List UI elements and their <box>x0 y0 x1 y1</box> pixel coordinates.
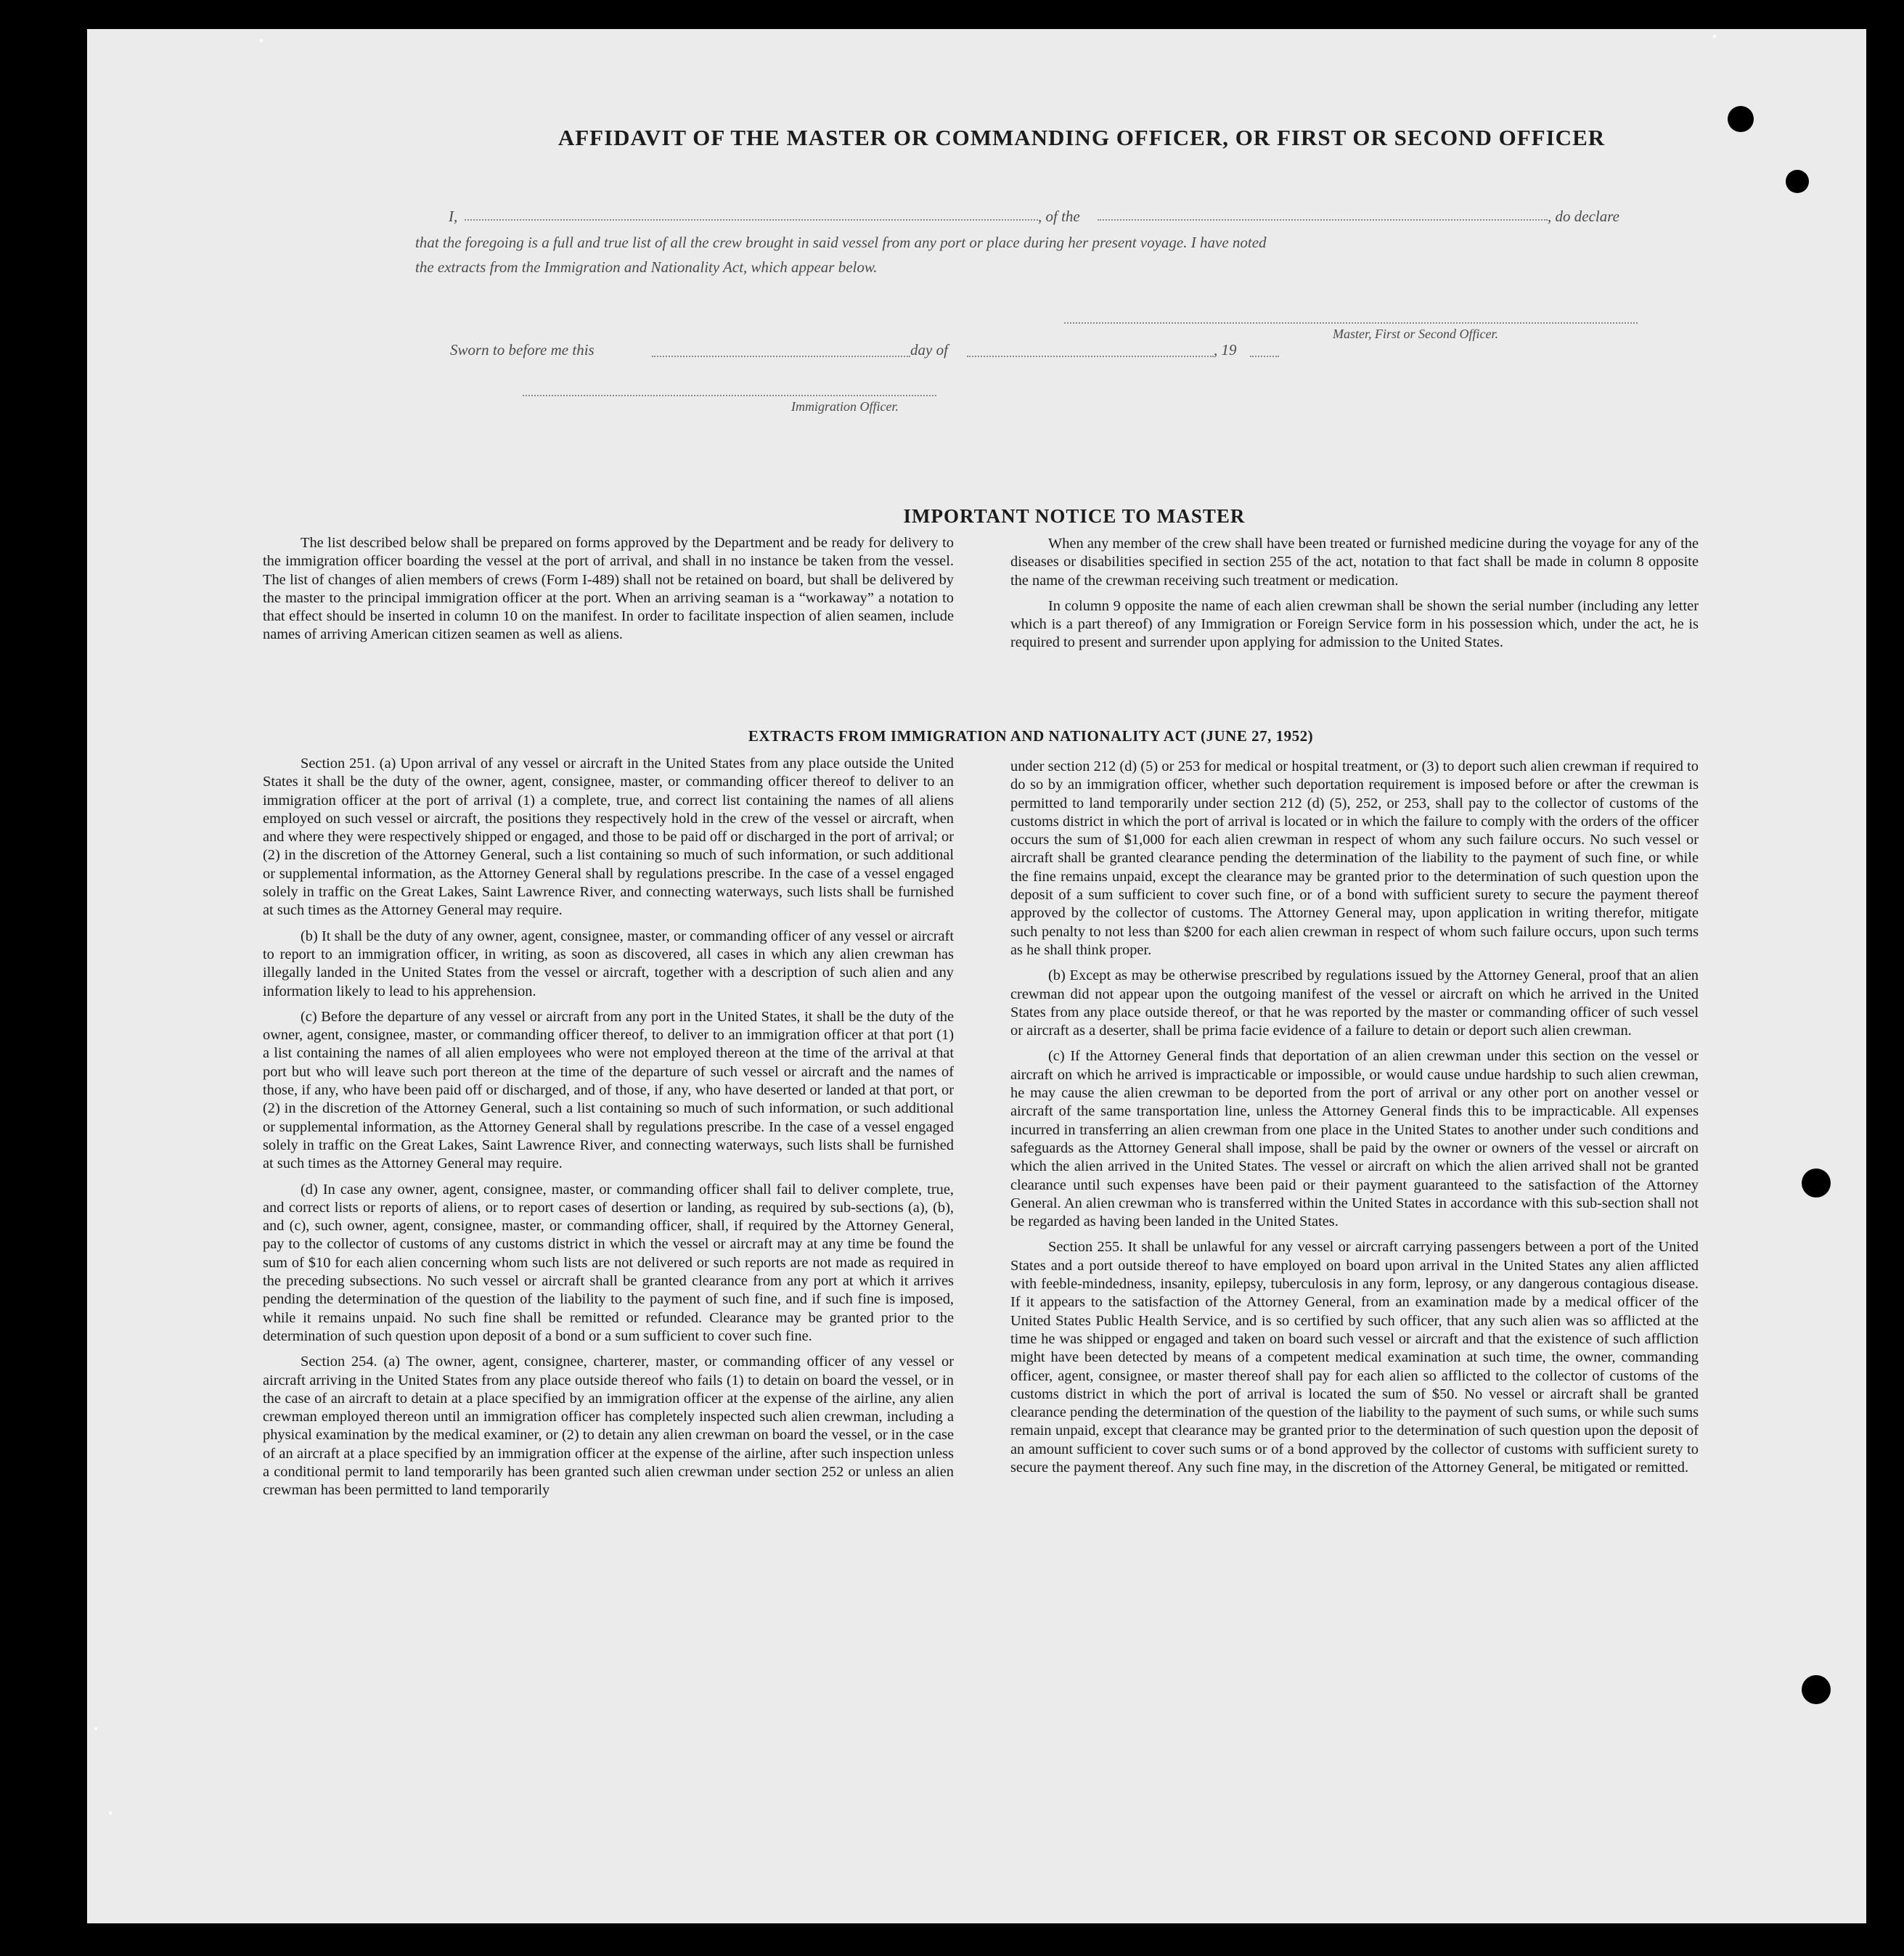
name-field[interactable] <box>465 216 1038 221</box>
affidavit-statement: that the foregoing is a full and true list of all the crew brought in said vessel from any port or place during her present voyage. I have noted <box>415 234 1267 251</box>
extracts-right-column <box>1010 758 1699 1484</box>
vessel-field[interactable] <box>1098 216 1548 221</box>
scan-speck <box>109 1812 112 1814</box>
punch-hole-bottom <box>1802 1675 1831 1704</box>
section-251-a: Section 251. (a) Upon arrival of any vessel or aircraft in the United States from any place outside the United States it shall be the duty of the owner, agent, consignee, master, or commanding officer thereof to deliver to an immigration officer at the port of arrival (1) a complete, true, and correct list containing the names of all aliens employed on such vessel or aircraft, the positions they respectively hold in the crew of the vessel or aircraft, when and where they were respectively shipped or engaged, and those to be paid off or discharged in the port of arrival; or (2) in the discretion of the Attorney General, such a list containing so much of such information, or such additional or supplemental information, as the Attorney General shall by regulations prescribe. In the case of a vessel engaged solely in traffic on the Great Lakes, Saint Lawrence River, and connecting waterways, such lists shall be furnished at such times as the Attorney General may require. <box>263 756 954 919</box>
notice-title: IMPORTANT NOTICE TO MASTER <box>903 505 1246 527</box>
officer-signature-line[interactable] <box>523 392 936 396</box>
sworn-day-field[interactable] <box>652 353 910 357</box>
extracts-left-column <box>263 755 954 1507</box>
notice-right-paragraph-2: In column 9 opposite the name of each alien crewman shall be shown the serial number (including any letter which is a part thereof) of any Immigration or Foreign Service form in his possession which, under the act, he is required to present and surrender upon applying for admission to the United States. <box>1010 597 1699 651</box>
affidavit-i-label: I, <box>449 208 458 225</box>
section-255: Section 255. It shall be unlawful for any vessel or aircraft carrying passengers between a port of the United States and a port outside thereof to have employed on board upon arrival in the United States any alien afflicted with feeble-mindedness, insanity, epilepsy, tuberculosis in any form, leprosy, or any dangerous contagious disease. If it appears to the satisfaction of the Attorney General, from an examination made by a medical officer of the United States Public Health Service, and is so certified by such officer, that any such alien was so afflicted at the time he was shipped or engaged and taken on board such vessel or aircraft and that the existence of such affliction might have been detected by means of a competent medical examination at such time, the owner, commanding officer, agent, consignee, or master thereof shall pay for each alien so afflicted to the collector of customs of the customs district in which the port of arrival is located the sum of $50. No vessel or aircraft shall be granted clearance pending the determination of the question of the liability to the payment of such sums, or while such sums remain unpaid, except that clearance may be granted prior to the determination of such question upon the deposit of an amount sufficient to cover such sums or of a bond approved by the collector of customs with sufficient surety to secure the payment thereof. Any such fine may, in the discretion of the Attorney General, be mitigated or remitted. <box>1010 1239 1699 1476</box>
section-254-b: (b) Except as may be otherwise prescribed by regulations issued by the Attorney General, proof that an alien crewman did not appear upon the outgoing manifest of the vessel or aircraft on which he arrived in the United States from any place outside thereof, or that he was reported by the master or commanding officer of such vessel or aircraft as a deserter, shall be prima facie evidence of a failure to detain or deport such alien crewman. <box>1010 967 1699 1039</box>
punch-hole-mid <box>1802 1169 1831 1198</box>
affidavit-title: AFFIDAVIT OF THE MASTER OR COMMANDING OFFICER, OR FIRST OR SECOND OFFICER <box>557 125 1606 150</box>
extracts-title: EXTRACTS FROM IMMIGRATION AND NATIONALITY ACT (JUNE 27, 1952) <box>748 727 1314 745</box>
section-251-c: (c) Before the departure of any vessel or aircraft from any port in the United States, it shall be the duty of the owner, agent, consignee, master, or commanding officer thereof, to deliver to an immigration officer at that port (1) a list containing the names of all alien employees who were not employed thereon at the time of the arrival at that port but who will leave such port thereon at the time of the departure of such vessel or aircraft and the names of those, if any, who have been paid off or discharged, and of those, if any, who have deserted or landed at that port, or (2) in the discretion of the Attorney General, such a list containing so much of such information, or such additional or supplemental information, as the Attorney General shall by regulations prescribe. In the case of a vessel engaged solely in traffic on the Great Lakes, Saint Lawrence River, and connecting waterways, such lists shall be furnished at such times as the Attorney General may require. <box>263 1008 954 1172</box>
section-254-a: Section 254. (a) The owner, agent, consignee, charterer, master, or commanding officer of any vessel or aircraft arriving in the United States from any place outside thereof who fails (1) to detain on board the vessel, or in the case of an aircraft to detain at a place specified by an immigration officer at the expense of the airline, any alien crewman employed thereon until an immigration officer has completely inspected such alien crewman, including a physical examination by the medical examiner, or (2) to detain any alien crewman on board the vessel, or in the case of an aircraft at a place specified by an immigration officer at the expense of the airline, after such inspection unless a conditional permit to land temporarily has been granted such alien crewman under section 252 or unless an alien crewman has been permitted to land temporarily <box>263 1354 954 1499</box>
scan-speck <box>1713 35 1716 38</box>
section-254-a-cont: under section 212 (d) (5) or 253 for medical or hospital treatment, or (3) to deport such alien crewman if required to do so by an immigration officer, whether such deportation requirement is imposed before or after the crewman is permitted to land temporarily under section 212 (d) (5), 252, or 253, shall pay to the collector of customs of the customs district in which the port of arrival is located or in which the failure to comply with the orders of the officer occurs the sum of $1,000 for each alien crewman in respect of whom any such failure occurs. No such vessel or aircraft shall be granted clearance pending the determination of the liability to the payment of such fine, or while the fine remains unpaid, except the clearance may be granted prior to the determination of such question upon the deposit of a sum sufficient to cover such fine, or of a bond with sufficient surety to secure the payment thereof approved by the collector of customs. The Attorney General may, upon application in writing therefor, mitigate such penalty to not less than $200 for each alien crewman in respect of whom such failure occurs, upon such terms as he shall think proper. <box>1010 758 1699 958</box>
master-signature-label: Master, First or Second Officer. <box>1333 327 1498 341</box>
affidavit-statement-cont: the extracts from the Immigration and Nationality Act, which appear below. <box>415 258 878 276</box>
section-254-c: (c) If the Attorney General finds that deportation of an alien crewman under this section on the vessel or aircraft on which he arrived is impracticable or impossible, or would cause undue hardship to such alien crewman, he may cause the alien crewman to be deported from the port of arrival or any other port on another vessel or aircraft of the same transportation line, unless the Attorney General finds this to be impracticable. All expenses incurred in transferring an alien crewman from one place in the United States to another under such conditions and safeguards as the Attorney General shall impose, shall be paid by the owner or owners of the vessel or aircraft on which the alien arrived in the United States. The vessel or aircraft on which the alien arrived shall not be granted clearance until such expenses have been paid or their payment guaranteed to the satisfaction of the Attorney General. An alien crewman who is transferred within the United States in accordance with this sub-section shall not be regarded as having been landed in the United States. <box>1010 1048 1699 1230</box>
sworn-year-label: , 19 <box>1214 341 1237 359</box>
sworn-label: Sworn to before me this <box>450 341 595 359</box>
notice-left-column <box>263 534 954 652</box>
notice-right-paragraph-1: When any member of the crew shall have been treated or furnished medicine during the voyage for any of the diseases or disabilities specified in section 255 of the act, notation to that fact shall be made in column 8 opposite the name of the crewman receiving such treatment or medication. <box>1010 536 1699 589</box>
sworn-year-field[interactable] <box>1250 353 1279 357</box>
officer-signature-label: Immigration Officer. <box>791 399 899 414</box>
notice-left-paragraph: The list described below shall be prepared on forms approved by the Department and be ready for delivery to the immigration officer boarding the vessel at the port of arrival, and shall in no instance be taken from the vessel. The list of changes of alien members of crews (Form I-489) shall not be retained on board, but shall be delivered by the master to the principal immigration officer at the port. When an arriving seaman is a “workaway” a notation to that effect should be inserted in column 10 on the manifest. In order to facilitate inspection of alien seamen, include names of arriving American citizen seamen as well as aliens. <box>263 535 954 643</box>
punch-hole-top-2 <box>1786 170 1809 193</box>
sworn-day-of-label: day of <box>910 341 948 359</box>
scan-speck <box>94 1727 97 1730</box>
affidavit-of-the-label: , of the <box>1038 208 1080 225</box>
affidavit-declare-label: , do declare <box>1548 208 1619 225</box>
section-251-d: (d) In case any owner, agent, consignee, master, or commanding officer shall fail to deliver complete, true, and correct lists or reports of aliens, or to report cases of desertion or landing, as required by sub-sections (a), (b), and (c), such owner, agent, consignee, master, or commanding officer, shall, if required by the Attorney General, pay to the collector of customs of any customs district in which the vessel or aircraft may at any time be found the sum of $10 for each alien concerning whom such lists are not delivered or such reports are not made as required in the preceding subsections. No such vessel or aircraft shall be granted clearance from any port at which it arrives pending the determination of the question of the liability to the payment of such fine, and if such fine is imposed, while it remains unpaid. No such fine shall be remitted or refunded. Clearance may be granted prior to the determination of such question upon deposit of a bond or a sum sufficient to cover such fine. <box>263 1181 954 1344</box>
notice-right-column <box>1010 535 1699 660</box>
punch-hole-top-1 <box>1728 106 1754 132</box>
sworn-month-field[interactable] <box>967 353 1214 357</box>
form-page <box>87 29 1866 1923</box>
master-signature-line[interactable] <box>1064 319 1638 324</box>
section-251-b: (b) It shall be the duty of any owner, agent, consignee, master, or commanding officer of any vessel or aircraft to report to an immigration officer, in writing, as soon as discovered, all cases in which any alien crewman has illegally landed in the United States from the vessel or aircraft, together with a description of such alien and any information likely to lead to his apprehension. <box>263 928 954 999</box>
scan-speck <box>260 39 263 42</box>
